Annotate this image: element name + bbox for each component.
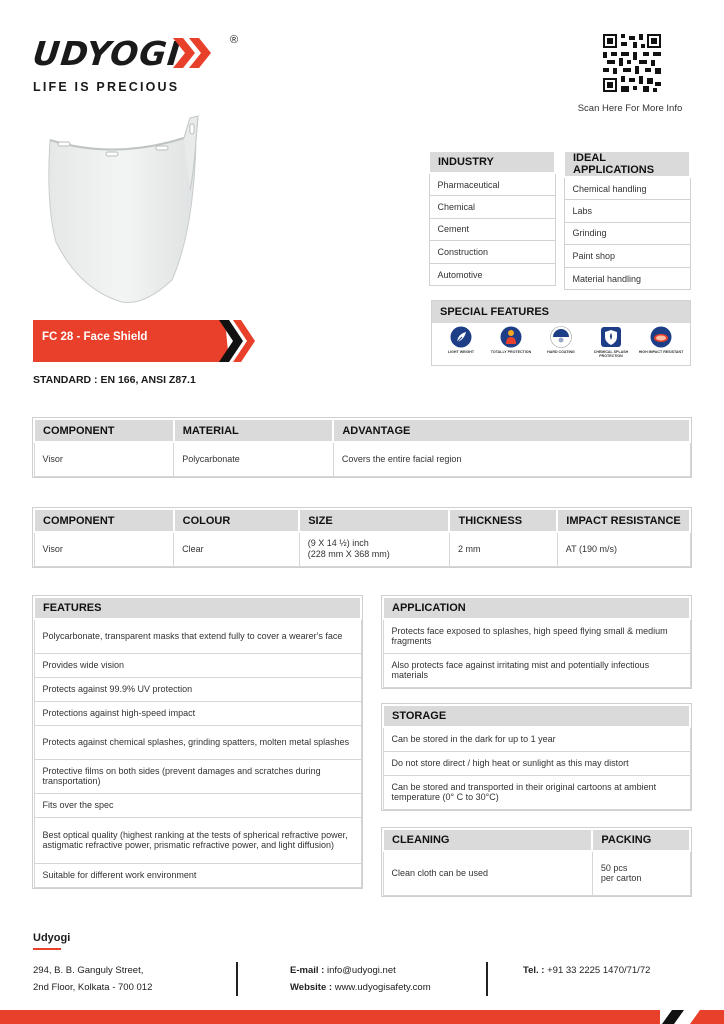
spec-col-component: COMPONENT [34,509,174,532]
storage-item: Can be stored in the dark for up to 1 year [383,727,690,751]
features-table [33,596,362,888]
footer-email-link[interactable]: info@udyogi.net [326,965,396,976]
feature-item: Protective films on both sides (prevent damages and scratches during transportation) [34,759,361,793]
storage-header: STORAGE [383,705,690,727]
product-name: FC 28 - Face Shield [42,331,148,343]
footer-tel-label: Tel. : [523,965,545,976]
size-cell [299,532,449,566]
ideal-application-item: Chemical handling [564,177,690,200]
cleaning-packing-table [382,828,691,896]
shield-icon [600,326,622,348]
brand-name: UDYOGI [30,34,183,73]
qr-label: Scan Here For More Info [577,103,683,114]
brand-tagline: LIFE IS PRECIOUS [33,80,180,94]
footer-tel-number[interactable]: +91 33 2225 1470/71/72 [547,965,651,976]
ideal-application-item: Grinding [564,222,690,245]
ideal-applications-table [563,150,691,290]
feature-item: Suitable for different work environment [34,863,361,887]
feature-chemical-splash: CHEMICAL SPLASH PROTECTION [587,326,635,358]
packing-value [592,851,690,895]
footer-divider [236,962,238,996]
application-item: Also protects face against irritating mist and potentially infectious materials [383,653,690,687]
spec-col-size: SIZE [299,509,449,532]
feature-item: Protects against 99.9% UV protection [34,677,361,701]
application-table [382,596,691,688]
storage-item: Can be stored and transported in their original cartoons at ambient temperature (0° C to 30°C) [383,775,690,809]
storage-table [382,704,691,810]
feature-item: Polycarbonate, transparent masks that extend fully to cover a wearer's face [34,619,361,653]
table-cell: Visor [34,532,174,566]
footer-underline [33,948,61,950]
ideal-application-item: Labs [564,200,690,223]
industry-header: INDUSTRY [429,151,555,173]
table-cell: 2 mm [449,532,557,566]
industry-item: Pharmaceutical [429,173,555,196]
features-header: FEATURES [34,597,361,619]
table-cell: Clear [174,532,300,566]
feature-item: Protects against chemical splashes, grinding spatters, molten metal splashes [34,725,361,759]
footer-company: Udyogi [33,932,71,944]
industry-item: Automotive [429,263,555,286]
spec-col-impact: IMPACT RESISTANCE [557,509,690,532]
table-cell: AT (190 m/s) [557,532,690,566]
spec-col-thickness: THICKNESS [449,509,557,532]
industry-item: Chemical [429,196,555,219]
face-shield-image [44,110,216,310]
packing-header: PACKING [592,829,690,851]
footer-bar [0,1010,724,1024]
footer-email-label: E-mail : [290,965,325,976]
footer-email [290,965,396,976]
footer-website-label: Website : [290,982,333,993]
size-line-2: (228 mm X 368 mm) [307,549,390,560]
footer-address-line-1: 294, B. B. Ganguly Street, [33,965,144,976]
feature-item: Provides wide vision [34,653,361,677]
industry-table [428,150,556,286]
footer-tel [523,965,650,976]
feather-icon [450,326,472,348]
footer-divider [486,962,488,996]
industry-item: Cement [429,218,555,241]
feature-light-weight: LIGHT WEIGHT [437,326,485,358]
ideal-applications-header: IDEAL APPLICATIONS [564,151,690,177]
cleaning-header: CLEANING [383,829,592,851]
feature-item: Fits over the spec [34,793,361,817]
person-icon [500,326,522,348]
ideal-application-item: Paint shop [564,245,690,268]
registered-mark: ® [230,34,239,46]
qr-code-icon[interactable] [603,34,661,92]
chevron-logo-icon [173,38,219,68]
spec-col-colour: COLOUR [174,509,300,532]
application-item: Protects face exposed to splashes, high speed flying small & medium fragments [383,619,690,653]
brand-logo [30,34,239,98]
application-header: APPLICATION [383,597,690,619]
feature-hard-coating: HARD COATING [537,326,585,358]
material-col-material: MATERIAL [174,419,334,442]
storage-item: Do not store direct / high heat or sunlight as this may distort [383,751,690,775]
footer-address-line-2: 2nd Floor, Kolkata - 700 012 [33,982,153,993]
goggles-icon [650,326,672,348]
table-cell: Visor [34,442,174,476]
table-row [34,442,690,476]
size-line-1: (9 X 14 ½) inch [307,538,369,549]
spec-table [33,508,691,567]
packing-line-1: 50 pcs [600,862,628,873]
material-table [33,418,691,477]
packing-line-2: per carton [600,873,642,884]
table-cell: Covers the entire facial region [333,442,690,476]
footer-website-link[interactable]: www.udyogisafety.com [334,982,431,993]
material-col-advantage: ADVANTAGE [333,419,690,442]
table-row [34,532,690,566]
feature-high-impact: HIGH IMPACT RESISTANT [637,326,685,358]
coating-icon [550,326,572,348]
industry-item: Construction [429,241,555,264]
cleaning-value: Clean cloth can be used [383,851,592,895]
special-features-panel [431,300,691,366]
material-col-component: COMPONENT [34,419,174,442]
table-cell: Polycarbonate [174,442,334,476]
special-features-header: SPECIAL FEATURES [432,301,690,323]
footer-website [290,982,431,993]
feature-item: Best optical quality (highest ranking at the tests of spherical refractive power, astigmatic refractive power, prismatic refractive power, and light diffusion) [34,817,361,863]
ideal-application-item: Material handling [564,267,690,290]
product-standard: STANDARD : EN 166, ANSI Z87.1 [33,374,196,386]
feature-total-protection: TOTALLY PROTECTION [487,326,535,358]
feature-item: Protections against high-speed impact [34,701,361,725]
